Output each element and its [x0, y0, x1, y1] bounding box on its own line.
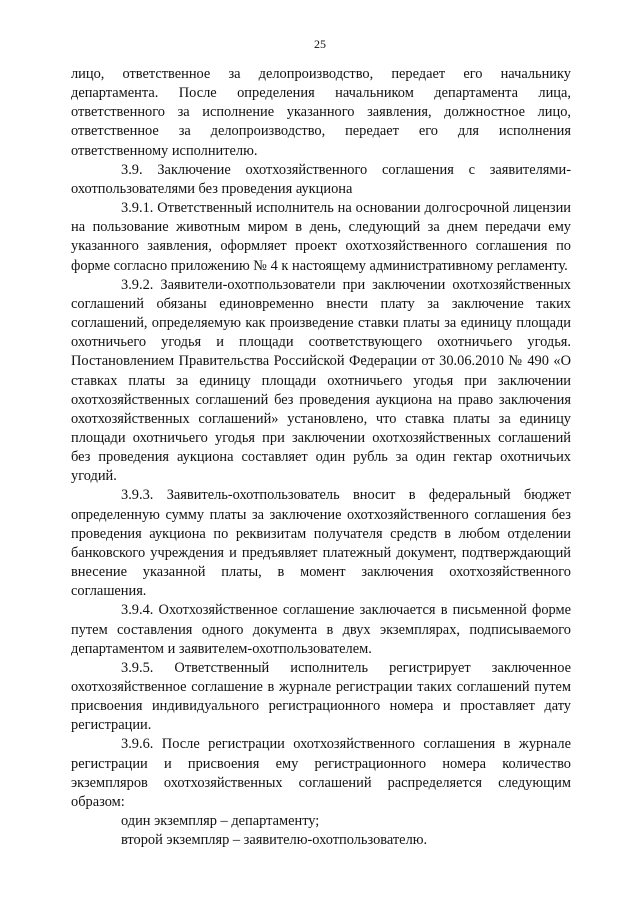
paragraph-3-9-3: 3.9.3. Заявитель-охотпользователь вносит в федеральный бюджет определенную сумму платы за заключение охотхозяйственного соглашения без проведения аукциона по реквизитам получателя средств в любом отделении банковского учреждения и предъявляет платежный документ, подтверждающий внесение указанной платы, в момент заключения охотхозяйственного соглашения. [71, 487, 571, 600]
paragraph-3-9-6: 3.9.6. После регистрации охотхозяйственного соглашения в журнале регистрации и присвоения ему регистрационного номера количество экземпляров охотхозяйственных соглашений распределяется следующим образом: [71, 736, 571, 810]
document-body [71, 65, 571, 850]
section-heading-3-9: 3.9. Заключение охотхозяйственного соглашения с заявителями-охотпользователями без проведения аукциона [71, 161, 571, 197]
paragraph-3-9-5: 3.9.5. Ответственный исполнитель регистрирует заключенное охотхозяйственное соглашение в журнале регистрации таких соглашений путем присвоения индивидуального регистрационного номера и проставляет дату регистрации. [71, 659, 571, 734]
paragraph-continuation: лицо, ответственное за делопроизводство, передает его начальнику департамента. После определения начальником департамента лица, ответственного за исполнение указанного заявления, должностное лицо, ответственное за делопроизводство, передает его для исполнения ответственному исполнителю. [71, 66, 571, 159]
paragraph-3-9-4: 3.9.4. Охотхозяйственное соглашение заключается в письменной форме путем составления одного документа в двух экземплярах, подписываемого департаментом и заявителем-охотпользователем. [71, 602, 571, 657]
list-item-second-copy: второй экземпляр – заявителю-охотпользователю. [121, 832, 428, 849]
page-number: 25 [314, 37, 326, 51]
paragraph-3-9-1: 3.9.1. Ответственный исполнитель на основании долгосрочной лицензии на пользование животным миром в день, следующий за днем передачи ему указанного заявления, оформляет проект охотхозяйственного соглашения по форме согласно приложению № 4 к настоящему административному регламенту. [71, 200, 571, 274]
list-item-first-copy: один экземпляр – департаменту; [121, 813, 320, 830]
paragraph-3-9-2: 3.9.2. Заявители-охотпользователи при заключении охотхозяйственных соглашений обязаны единовременно внести плату за заключение таких соглашений, определяемую как произведение ставки платы за единицу площади охотничьего угодья и площади соответствующего охотничьего угодья. Постановлением Правительства Российской Федерации от 30.06.2010 № 490 «О ставках платы за единицу площади охотничьего угодья при заключении охотхозяйственных соглашений без проведения аукциона на право заключения охотхозяйственных соглашений» установлено, что ставка платы за единицу площади охотничьего угодья при заключении охотхозяйственных соглашений без проведения аукциона составляет один рубль за один гектар охотничьих угодий. [71, 276, 571, 485]
